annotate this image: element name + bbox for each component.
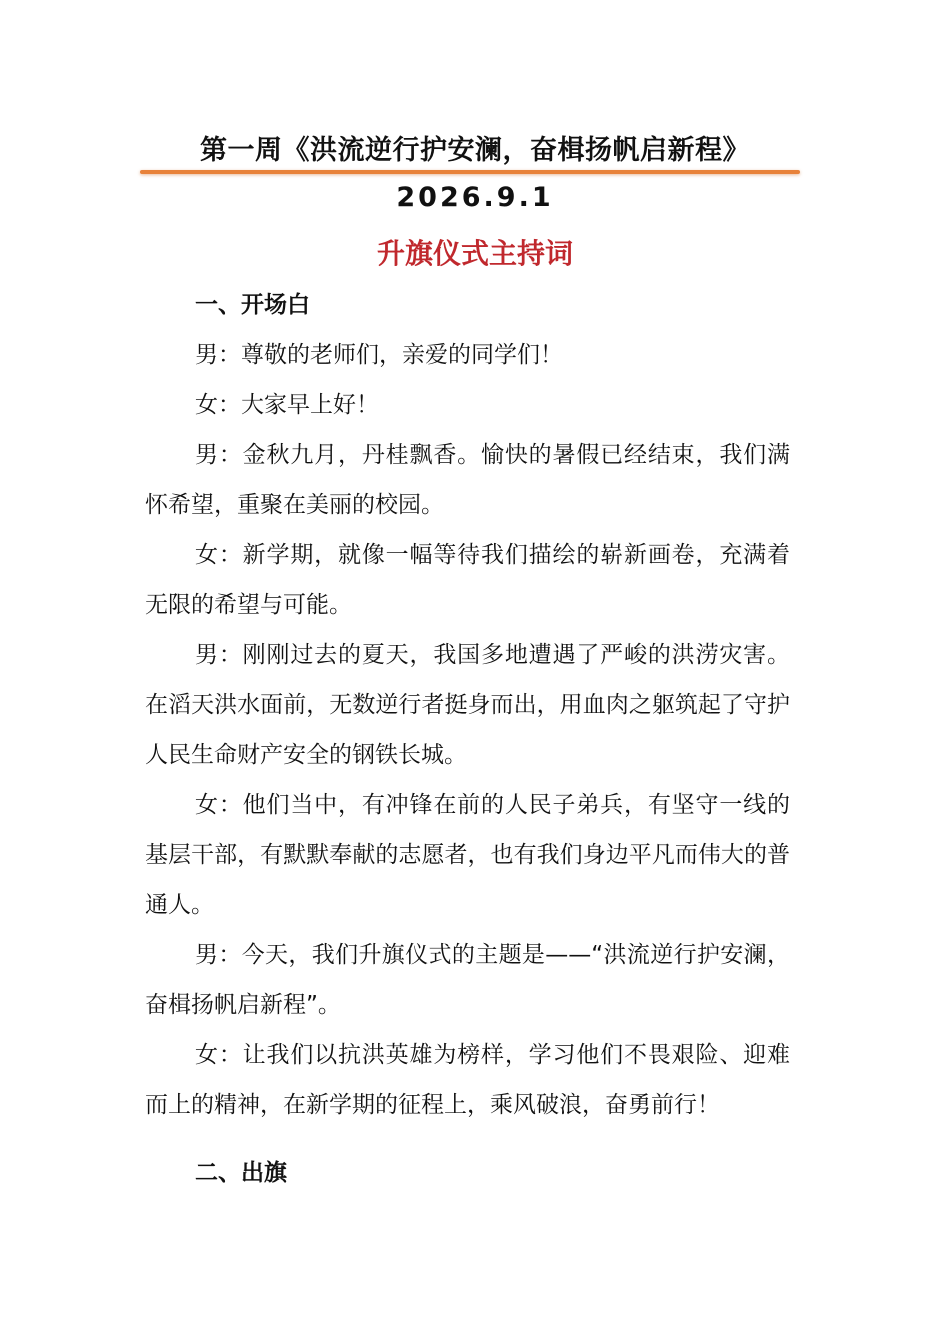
section-heading: 一、开场白 (195, 292, 310, 318)
document-title: 第一周《洪流逆行护安澜，奋楫扬帆启新程》 (200, 135, 750, 166)
paragraph: 男：刚刚过去的夏天，我国多地遭遇了严峻的洪涝灾害。在滔天洪水面前，无数逆行者挺身而出，用血肉之躯筑起了守护人民生命财产安全的钢铁长城。 (145, 642, 790, 768)
paragraph: 女：新学期，就像一幅等待我们描绘的崭新画卷，充满着无限的希望与可能。 (145, 542, 790, 618)
paragraph: 女：让我们以抗洪英雄为榜样，学习他们不畏艰险、迎难而上的精神，在新学期的征程上，乘风破浪，奋勇前行！ (145, 1042, 790, 1118)
document-subtitle: 升旗仪式主持词 (376, 237, 573, 270)
paragraph: 女：他们当中，有冲锋在前的人民子弟兵，有坚守一线的基层干部，有默默奉献的志愿者，也有我们身边平凡而伟大的普通人。 (145, 792, 790, 918)
paragraph: 男：今天，我们升旗仪式的主题是——“洪流逆行护安澜，奋楫扬帆启新程”。 (145, 942, 790, 1018)
paragraph: 男：金秋九月，丹桂飘香。愉快的暑假已经结束，我们满怀希望，重聚在美丽的校园。 (145, 442, 790, 518)
section-heading: 二、出旗 (195, 1160, 287, 1186)
paragraph: 男：尊敬的老师们，亲爱的同学们！ (195, 342, 563, 368)
title-underline (140, 170, 800, 174)
paragraph: 女：大家早上好！ (195, 392, 379, 418)
document-date: 2026.9.1 (396, 182, 554, 213)
document-body (145, 280, 790, 1198)
